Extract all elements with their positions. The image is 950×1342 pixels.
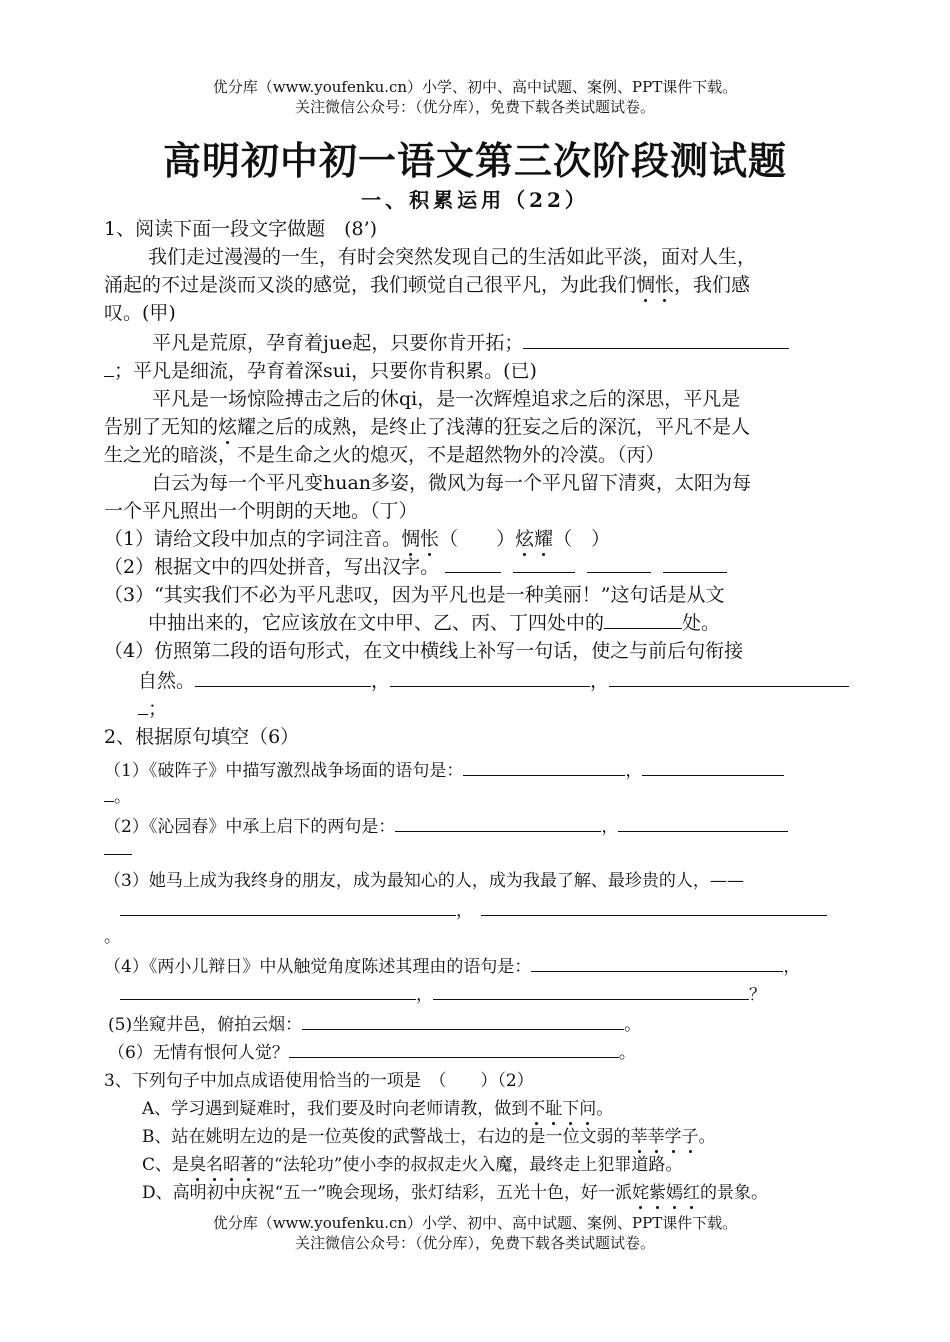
text: （6）无情有恨何人觉？ <box>108 1043 289 1063</box>
dotted-char: 惆 <box>636 274 656 296</box>
comma: ， <box>601 817 619 837</box>
q1-para1-line2 <box>104 270 750 297</box>
q3-option-a[interactable] <box>142 1094 613 1119</box>
answer-blank[interactable] <box>663 556 727 573</box>
text: D、高明初中庆祝“五一”晚会现场，张灯结彩，五光十色，好一派 <box>142 1183 633 1203</box>
text: 自然。 <box>138 670 196 692</box>
answer-blank[interactable] <box>104 785 114 802</box>
text: ，我们感 <box>674 274 751 296</box>
dotted-char: 炫 <box>218 416 238 438</box>
q2-item1-cont <box>104 782 131 807</box>
q1-sub4-line3 <box>138 694 167 721</box>
dotted-char: 子 <box>681 1127 699 1147</box>
text: 。 <box>596 1099 614 1119</box>
text: B、站在姚明左边的是一位英俊的武警战士，右边的是一位文弱的 <box>142 1127 631 1147</box>
answer-blank[interactable] <box>395 815 601 832</box>
answer-blank[interactable] <box>531 955 783 972</box>
q1-para1-line1: 我们走过漫漫的一生，有时会突然发现自己的生活如此平淡，面对人生， <box>148 246 757 268</box>
dotted-char: 著 <box>240 1155 258 1175</box>
page-title: 高明初中初一语文第三次阶段测试题 <box>162 139 787 183</box>
q1-sub3-line2 <box>148 608 720 635</box>
q1-para3-line2 <box>104 412 750 439</box>
dotted-char: 昭 <box>223 1155 241 1175</box>
dotted-char: 莘 <box>647 1127 665 1147</box>
text: 。 <box>624 1015 642 1035</box>
dotted-char: 嫣 <box>666 1183 684 1203</box>
q2-item3-blanks <box>120 896 827 921</box>
section-heading: 一、积累运用（22） <box>361 188 589 212</box>
text: 的景象。 <box>700 1183 769 1203</box>
text: 。 <box>618 1043 636 1063</box>
q1-sub1 <box>104 524 610 551</box>
q1-para1-line3: 叹。(甲) <box>104 302 176 324</box>
text: （1）请给文段中加点的字词注音。 <box>104 528 402 550</box>
dotted-char: 紫 <box>649 1183 667 1203</box>
q1-para3-line3: 生之光的暗淡，不是生命之火的熄灭，不是超然物外的冷漠。（丙） <box>104 444 665 466</box>
q2-item1 <box>104 756 784 781</box>
answer-blank[interactable] <box>120 899 456 916</box>
dotted-char: 姹 <box>632 1183 650 1203</box>
header-line-2: 关注微信公众号：（优分库），免费下载各类试题试卷。 <box>294 98 655 116</box>
comma: ， <box>416 985 433 1005</box>
answer-blank[interactable] <box>445 556 501 573</box>
answer-blank[interactable] <box>390 670 590 687</box>
q3-option-c[interactable] <box>142 1150 682 1175</box>
q1-para2-line1 <box>152 328 789 355</box>
dotted-char: 红 <box>683 1183 701 1203</box>
answer-blank[interactable] <box>587 556 651 573</box>
q1-sub3-line1: （3）“其实我们不必为平凡悲叹，因为平凡也是一种美丽！”这句话是从文 <box>104 584 725 606</box>
answer-blank[interactable] <box>289 1041 619 1058</box>
q1-para4-line1: 白云为每一个平凡变huan多姿，微风为每一个平凡留下清爽，太阳为每 <box>152 472 752 494</box>
answer-blank[interactable] <box>609 670 849 687</box>
text: 处。 <box>682 612 721 634</box>
text: （1）《破阵子》中描写激烈战争场面的语句是： <box>104 761 464 781</box>
answer-blank[interactable] <box>120 983 416 1000</box>
answer-blank[interactable] <box>642 759 784 776</box>
pinyin-blank[interactable]: （ ） <box>439 528 516 550</box>
comma: ， <box>783 957 801 977</box>
q3-option-d[interactable] <box>142 1178 768 1203</box>
answer-blank[interactable] <box>138 698 148 715</box>
q2-item5 <box>108 1010 641 1035</box>
text: 耀之后的成熟，是终止了浅薄的狂妄之后的深沉，平凡不是人 <box>237 416 751 438</box>
q2-item3-end: 。 <box>104 927 121 947</box>
answer-blank[interactable] <box>302 1013 624 1030</box>
answer-blank[interactable] <box>604 612 682 629</box>
text: 的“法轮功”使小李的叔叔走火入魔，最终走上犯罪道路。 <box>257 1155 683 1175</box>
text: 中抽出来的，它应该放在文中甲、乙、丙、丁四处中的 <box>148 612 605 634</box>
q3-heading: 3、下列句子中加点成语使用恰当的一项是 （ ）（2） <box>104 1071 534 1091</box>
q1-sub4-line2 <box>138 666 849 693</box>
q2-heading: 2、根据原句填空（6） <box>104 726 300 748</box>
q2-item4 <box>104 952 800 977</box>
text: 告别了无知的 <box>104 416 219 438</box>
answer-blank[interactable] <box>463 759 625 776</box>
dotted-char: 学 <box>664 1127 682 1147</box>
text: 。 <box>114 787 131 807</box>
text: 涌起的不过是淡而又淡的感觉，我们顿觉自己很平凡，为此我们 <box>104 274 637 296</box>
text: 。 <box>698 1127 716 1147</box>
q1-para3-line1: 平凡是一场惊险搏击之后的休qi，是一次辉煌追求之后的深思，平凡是 <box>152 388 741 410</box>
comma: ， <box>625 761 643 781</box>
answer-blank[interactable] <box>523 332 789 349</box>
answer-blank[interactable] <box>104 838 132 855</box>
dotted-char: 怅 <box>655 274 675 296</box>
dotted-char: 不 <box>528 1099 546 1119</box>
text: 平凡是荒原，孕育着jue起，只要你肯开拓； <box>152 332 524 354</box>
footer-line-2: 关注微信公众号：（优分库），免费下载各类试题试卷。 <box>294 1234 655 1252</box>
text: C、是 <box>142 1155 190 1175</box>
q2-item2 <box>104 812 788 837</box>
dotted-char: 惆 <box>401 528 421 550</box>
dotted-char: 耀 <box>534 528 554 550</box>
dotted-char: 莘 <box>630 1127 648 1147</box>
answer-blank[interactable] <box>481 899 827 916</box>
dotted-char: 炫 <box>515 528 535 550</box>
q1-para2-line2 <box>104 356 537 383</box>
text: ； <box>148 698 168 720</box>
dotted-char: 怅 <box>420 528 440 550</box>
q2-item6 <box>108 1038 636 1063</box>
comma: ， <box>371 670 391 692</box>
comma: ， <box>590 670 610 692</box>
q1-para4-line2: 一个平凡照出一个明朗的天地。（丁） <box>104 500 418 522</box>
text: ；平凡是细流，孕育着深sui，只要你肯积累。(已) <box>114 360 537 382</box>
dotted-char: 问 <box>579 1099 597 1119</box>
text: ？ <box>749 985 766 1005</box>
answer-blank[interactable] <box>104 360 114 377</box>
answer-blank[interactable] <box>433 983 749 1000</box>
header-line-1: 优分库（www.youfenku.cn）小学、初中、高中试题、案例、PPT课件下载。 <box>212 78 738 96</box>
text: A、学习遇到疑难时，我们要及时向老师请教，做到 <box>142 1099 529 1119</box>
q1-heading: 1、阅读下面一段文字做题 (8’) <box>104 218 378 240</box>
q3-option-b[interactable] <box>142 1122 716 1147</box>
q2-item4-blanks <box>120 980 766 1005</box>
q2-item2-cont <box>104 838 132 860</box>
answer-blank[interactable] <box>513 556 575 573</box>
answer-blank[interactable] <box>195 670 371 687</box>
text: (5)坐窥井邑，俯拍云烟： <box>108 1015 303 1035</box>
answer-blank[interactable] <box>618 815 788 832</box>
q1-sub4-line1: （4）仿照第二段的语句形式，在文中横线上补写一句话，使之与前后句衔接 <box>104 640 744 662</box>
dotted-char: 耻 <box>545 1099 563 1119</box>
pinyin-blank[interactable]: （ ） <box>553 528 611 550</box>
dotted-char: 下 <box>562 1099 580 1119</box>
dotted-char: 名 <box>206 1155 224 1175</box>
dotted-char: 臭 <box>189 1155 207 1175</box>
q1-sub2 <box>104 552 727 579</box>
text: （2）根据文中的四处拼音，写出汉字。 <box>104 556 440 578</box>
comma: ， <box>456 901 473 921</box>
text: （2）《沁园春》中承上启下的两句是： <box>104 817 396 837</box>
text: （4）《两小儿辩日》中从触觉角度陈述其理由的语句是： <box>104 957 532 977</box>
q2-item3: （3）她马上成为我终身的朋友，成为最知心的人，成为我最了解、最珍贵的人，—— <box>104 871 744 891</box>
footer-line-1: 优分库（www.youfenku.cn）小学、初中、高中试题、案例、PPT课件下载。 <box>212 1214 738 1232</box>
